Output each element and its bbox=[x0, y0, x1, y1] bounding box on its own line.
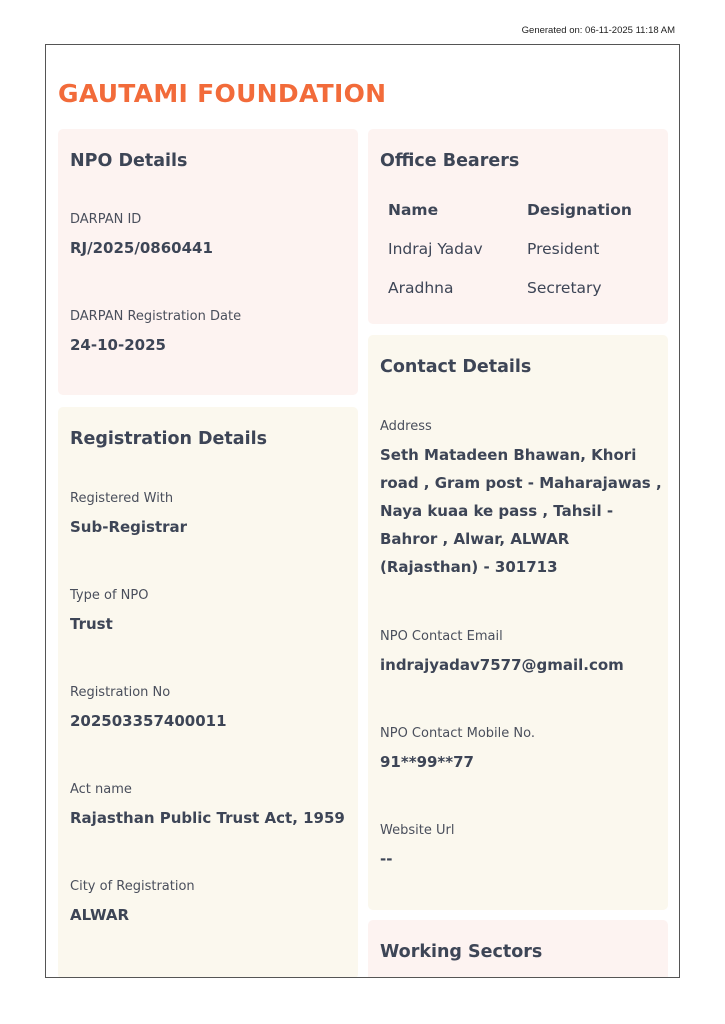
office-bearers-title: Office Bearers bbox=[380, 151, 520, 171]
npo-type-value: Trust bbox=[70, 615, 113, 633]
darpan-id-value: RJ/2025/0860441 bbox=[70, 239, 213, 257]
organization-name: GAUTAMI FOUNDATION bbox=[58, 79, 387, 108]
website-label: Website Url bbox=[380, 823, 455, 838]
registration-details-card bbox=[58, 407, 358, 978]
npo-details-title: NPO Details bbox=[70, 151, 188, 171]
registered-with-value: Sub-Registrar bbox=[70, 518, 188, 536]
mobile-label: NPO Contact Mobile No. bbox=[380, 726, 535, 741]
bearer-name-cell: Indraj Yadav bbox=[388, 240, 483, 258]
registered-with-label: Registered With bbox=[70, 491, 174, 506]
address-value: Seth Matadeen Bhawan, Khori road , Gram post - Maharajawas , Naya kuaa ke pass , Tahsil - Bahror , Alwar, ALWAR (Rajasthan) - 301713 bbox=[380, 446, 662, 576]
bearer-designation-cell: Secretary bbox=[527, 279, 602, 297]
darpan-reg-date-label: DARPAN Registration Date bbox=[70, 309, 242, 324]
act-name-value: Rajasthan Public Trust Act, 1959 bbox=[70, 809, 345, 827]
darpan-id-label: DARPAN ID bbox=[70, 212, 142, 227]
darpan-reg-date-value: 24-10-2025 bbox=[70, 336, 166, 354]
act-name-label: Act name bbox=[70, 782, 132, 797]
column-header-name: Name bbox=[388, 201, 439, 219]
working-sectors-card bbox=[368, 920, 668, 978]
city-value: ALWAR bbox=[70, 906, 130, 924]
website-value: -- bbox=[380, 850, 393, 868]
npo-details-card bbox=[58, 129, 358, 395]
document-frame bbox=[45, 44, 680, 978]
bearer-designation-cell: President bbox=[527, 240, 600, 258]
address-label: Address bbox=[380, 419, 432, 434]
office-bearers-card bbox=[368, 129, 668, 324]
registration-no-value: 202503357400011 bbox=[70, 712, 227, 730]
column-header-designation: Designation bbox=[527, 201, 632, 219]
email-value: indrajyadav7577@gmail.com bbox=[380, 656, 624, 674]
working-sectors-title: Working Sectors bbox=[380, 942, 543, 962]
generated-timestamp: Generated on: 06-11-2025 11:18 AM bbox=[521, 25, 675, 36]
bearer-name-cell: Aradhna bbox=[388, 279, 454, 297]
contact-details-card bbox=[368, 335, 668, 910]
city-label: City of Registration bbox=[70, 879, 195, 894]
registration-details-title: Registration Details bbox=[70, 429, 268, 449]
email-label: NPO Contact Email bbox=[380, 629, 503, 644]
contact-details-title: Contact Details bbox=[380, 357, 532, 377]
npo-type-label: Type of NPO bbox=[70, 588, 149, 603]
mobile-value: 91**99**77 bbox=[380, 753, 474, 771]
registration-no-label: Registration No bbox=[70, 685, 171, 700]
